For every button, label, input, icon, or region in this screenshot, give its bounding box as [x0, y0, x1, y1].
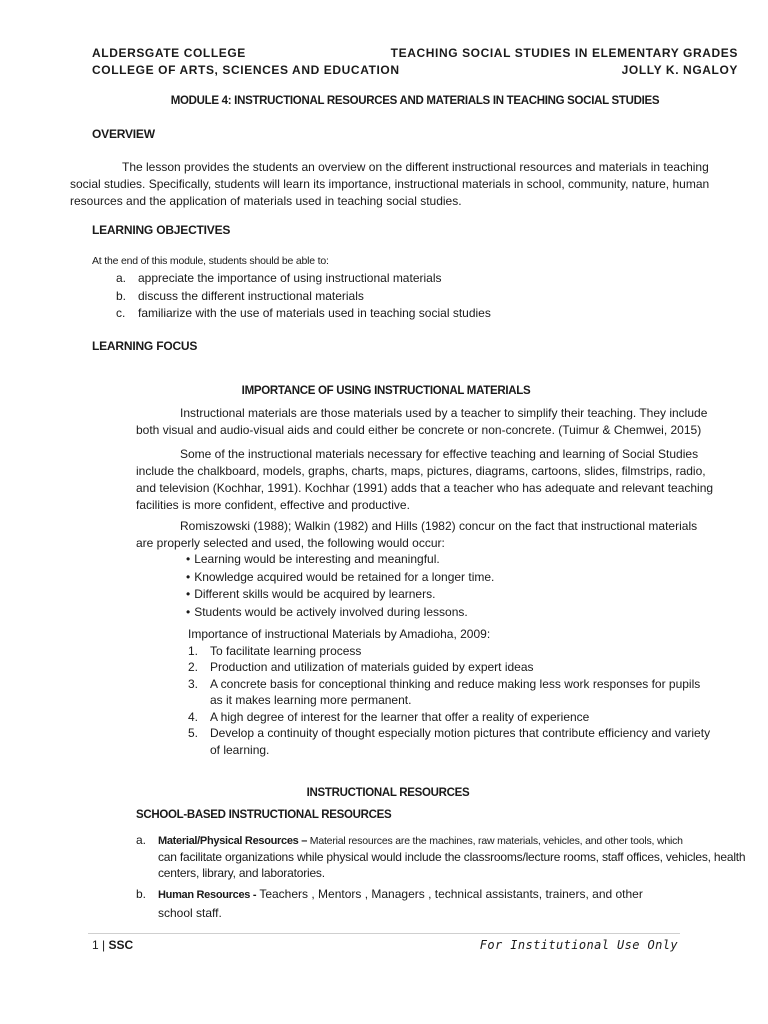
paragraph-line: both visual and audio-visual aids and could either be concrete or non-concrete. (Tuimur & Chemwei, 2015): [136, 423, 702, 437]
college-department: COLLEGE OF ARTS, SCIENCES AND EDUCATION: [92, 63, 400, 77]
benefit-bullet: • Students would be actively involved during lessons.: [186, 605, 468, 619]
numbered-marker: 5.: [188, 726, 199, 740]
resource-item-b: [136, 887, 643, 901]
objective-item: [116, 289, 364, 303]
footer-divider: [88, 933, 680, 934]
amadioha-intro: Importance of instructional Materials by Amadioha, 2009:: [188, 627, 491, 641]
objectives-intro: At the end of this module, students should be able to:: [92, 255, 329, 267]
benefit-bullet: • Learning would be interesting and meaningful.: [186, 552, 440, 566]
paragraph-line: facilities is more confident, effective and productive.: [136, 498, 410, 512]
resource-marker: b.: [136, 887, 147, 901]
objective-marker: c.: [116, 306, 126, 320]
footer-page-info: [92, 938, 133, 952]
numbered-text: A concrete basis for conceptional thinking and reduce making less work responses for pupils: [210, 677, 701, 691]
resource-continuation: centers, library, and laboratories.: [158, 866, 325, 880]
overview-paragraph: [70, 159, 709, 210]
numbered-item: [188, 660, 534, 674]
numbered-marker: 2.: [188, 660, 199, 674]
objective-text: familiarize with the use of materials used in teaching social studies: [138, 306, 491, 320]
paragraph-line: include the chalkboard, models, graphs, charts, maps, pictures, diagrams, cartoons, slides, filmstrips, radio,: [136, 464, 706, 478]
overview-line: resources and the application of materials used in teaching social studies.: [70, 194, 462, 208]
importance-paragraph-1: [136, 405, 707, 439]
footer-usage-note: For Institutional Use Only: [479, 938, 678, 952]
numbered-item: [188, 726, 710, 740]
objective-text: appreciate the importance of using instructional materials: [138, 271, 442, 285]
objective-item: [116, 271, 442, 285]
paragraph-line: are properly selected and used, the following would occur:: [136, 536, 445, 550]
numbered-marker: 1.: [188, 644, 199, 658]
importance-paragraph-3: [136, 518, 697, 552]
resource-continuation: school staff.: [158, 906, 222, 920]
importance-paragraph-2: [136, 446, 713, 514]
numbered-text: A high degree of interest for the learner that offer a reality of experience: [210, 710, 590, 724]
resource-text: Teachers , Mentors , Managers , technical assistants, trainers, and other: [256, 887, 643, 901]
resource-marker: a.: [136, 833, 147, 847]
objective-item: [116, 306, 491, 320]
numbered-text: Develop a continuity of thought especially motion pictures that contribute efficiency and variety: [210, 726, 711, 740]
overview-line: social studies. Specifically, students will learn its importance, instructional materials in school, community, nature, human: [70, 177, 710, 191]
numbered-text: To facilitate learning process: [210, 644, 362, 658]
author-name: JOLLY K. NGALOY: [621, 63, 738, 77]
resource-continuation: can facilitate organizations while physical would include the classrooms/lecture rooms, staff offices, vehicles, health: [158, 850, 746, 864]
benefit-bullet: • Knowledge acquired would be retained for a longer time.: [186, 570, 494, 584]
course-title: TEACHING SOCIAL STUDIES IN ELEMENTARY GRADES: [390, 46, 738, 60]
resource-text: Material resources are the machines, raw materials, vehicles, and other tools, which: [307, 835, 683, 847]
numbered-item: [188, 644, 361, 658]
objective-text: discuss the different instructional materials: [138, 289, 364, 303]
overview-heading: OVERVIEW: [92, 127, 155, 141]
paragraph-line: Instructional materials are those materials used by a teacher to simplify their teaching. They include: [180, 406, 708, 420]
paragraph-line: Romiszowski (1988); Walkin (1982) and Hills (1982) concur on the fact that instructional materials: [180, 519, 698, 533]
objective-marker: a.: [116, 271, 127, 285]
importance-title: IMPORTANCE OF USING INSTRUCTIONAL MATERIALS: [241, 385, 531, 397]
objectives-heading: LEARNING OBJECTIVES: [92, 223, 231, 237]
numbered-item: [188, 677, 700, 691]
footer-org: SSC: [108, 938, 134, 952]
numbered-marker: 3.: [188, 677, 199, 691]
resources-title: INSTRUCTIONAL RESOURCES: [306, 787, 470, 799]
overview-line: The lesson provides the students an overview on the different instructional resources and materials in teaching: [122, 160, 709, 174]
numbered-item: [188, 710, 589, 724]
resources-subtitle: SCHOOL-BASED INSTRUCTIONAL RESOURCES: [136, 809, 392, 821]
numbered-marker: 4.: [188, 710, 199, 724]
module-title: MODULE 4: INSTRUCTIONAL RESOURCES AND MATERIALS IN TEACHING SOCIAL STUDIES: [170, 95, 660, 107]
resource-item-a: [136, 833, 683, 847]
objective-marker: b.: [116, 289, 127, 303]
benefit-bullet: • Different skills would be acquired by learners.: [186, 587, 435, 601]
numbered-continuation: as it makes learning more permanent.: [210, 693, 412, 707]
resource-label: Human Resources -: [158, 889, 257, 901]
numbered-text: Production and utilization of materials guided by expert ideas: [210, 660, 534, 674]
learning-focus-heading: LEARNING FOCUS: [92, 339, 198, 353]
paragraph-line: and television (Kochhar, 1991). Kochhar (1991) adds that a teacher who has adequate and relevant teaching: [136, 481, 714, 495]
college-name: ALDERSGATE COLLEGE: [92, 46, 246, 60]
page-number: 1 |: [92, 938, 109, 952]
numbered-continuation: of learning.: [210, 743, 270, 757]
paragraph-line: Some of the instructional materials necessary for effective teaching and learning of Social Studies: [180, 447, 699, 461]
resource-label: Material/Physical Resources –: [158, 835, 308, 847]
